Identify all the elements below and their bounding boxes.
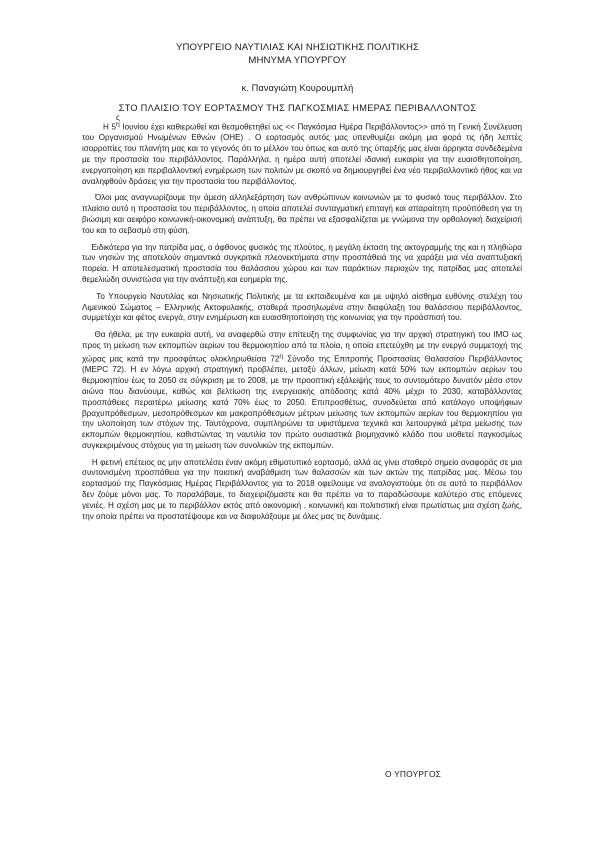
paragraph-2: Όλοι μας αναγνωρίζουμε την άμεση αλληλεξάρτηση των ανθρώπινων κοινωνιών με το φυσικό τους περιβάλλον. Στο πλαίσιο αυτό η προστασία του περιβάλλοντος, η οποία αποτελεί συνταγματική επιταγή και απαραίτητη προϋπόθεση για τη βιώσιμη και αειφόρο κοινωνική-οικονομική ανάπτυξη, θα πρέπει να εξασφαλίζεται με γνώμονα την ορθολογική διαχείρισή του και το σεβασμό στη φύση. [82,193,523,235]
paragraph-4: Το Υπουργείο Ναυτιλίας και Νησιωτικής Πολιτικής με τα εκπαιδευμένα και με υψηλό αίσθημα ευθύνης στελέχη του Λιμενικού Σώματος – Ελληνικής Ακτοφυλακής, σταθερά προσηλωμένα στην διαφύλαξη του θαλάσσιου περιβάλλοντος, συμμετέχει και φέτος ενεργά, στην ενημέρωση και ευαισθητοποίηση της κοινωνίας για την προάσπισή του. [82,291,523,323]
paragraph-6: Η φετινή επέτειος ας μην αποτελέσει έναν ακόμη εθιμοτυπικό εορτασμό, αλλά ας γίνει σταθερό σημείο αναφοράς σε μια συντονισμένη προσπάθεια για την ποιοτική αναβάθμιση των θαλασσών και των ακτών της πατρίδας μας. Μέσω του εορτασμού της Παγκόσμιας Ημέρας Περιβάλλοντος για το 2018 οφείλουμε να αναλογιστούμε ότι σε αυτό το περιβάλλον δεν ζούμε μόνοι μας. Το παραλάβαμε, το διαχειριζόμαστε και θα πρέπει να το παραδώσουμε καλύτερο στις επόμενες γενιές. Η σχέση μας με το περιβάλλον εκτός από οικονομική , κοινωνική και πολιτιστική είναι πρωτίστως μια σχέση ζωής, την οποία πρέπει να προστατέψουμε και να διαφυλάξουμε με όλες μας τις δυνάμεις. [82,457,523,521]
paragraph-1: Η $5^\eta$ Ιουνίου έχει καθιερωθεί και θεσμοθετηθεί ως << Παγκόσμια Ημέρα Περιβάλλοντος>> από τη Γενική Συνέλευση του Οργανισμού Ηνωμένων Εθνών (ΟΗΕ) . Ο εορτασμός αυτός μας υπενθυμίζει ακόμη μια φορά τις ήδη λεπτές ισορροπίες του πλανήτη μας και το γεγονός ότι το μέλλον του όπως και αυτό της ύπαρξής μας είναι άρρηκτα συνδεδεμένα με την προστασία του περιβάλλοντος. Παράλληλα, η ημέρα αυτή αποτελεί ιδανική ευκαιρία για την ευαισθητοποίηση, ενεργοποίηση και περιβαλλοντική ενημέρωση των πολιτών με σκοπό να δημιουργηθεί ένα νέο περιβαλλοντικό ήθος και να αναληφθούν δράσεις για την προστασία του περιβάλλοντος. [82,121,522,186]
message-body [82,120,522,522]
ministry-title: ΥΠΟΥΡΓΕΙΟ ΝΑΥΤΙΛΙΑΣ ΚΑΙ ΝΗΣΙΩΤΙΚΗΣ ΠΟΛΙΤΙΚΗΣ [175,42,420,53]
subject-line: ΣΤΟ ΠΛΑΙΣΙΟ ΤΟΥ ΕΟΡΤΑΣΜΟΥ ΤΗΣ ΠΑΓΚΟΣΜΙΑΣ ΗΜΕΡΑΣ ΠΕΡΙΒΑΛΛΟΝΤΟΣ [118,103,477,113]
message-title: ΜΗΝΥΜΑ ΥΠΟΥΡΓΟΥ [248,55,347,66]
paragraph-5: Θα ήθελα, με την ευκαιρία αυτή, να αναφερθώ στην επίτευξη της συμφωνίας για την αρχική στρατηγική του ΙΜΟ ως προς τη μείωση των εκπομπών αερίων του θερμοκηπίου από τα πλοία, η οποία επετεύχθη με την ενεργό συμμετοχή της χώρας μας κατά την προσφάτως ολοκληρωθείσα $72^\eta$ Σύνοδο της Επιτροπής Προστασίας Θαλασσίου Περιβάλλοντος (MEPC 72). Η εν λόγω αρχική στρατηγική προβλέπει, μεταξύ άλλων, μείωση κατά 50% των εκπομπών αερίων του θερμοκηπίου έως το 2050 σε σύγκριση με το 2008, με την προοπτική εξάλειψής τους το συντομότερο δυνατόν μέσα στον αιώνα που διανύουμε, καθώς και βελτίωση της ενεργειακής απόδοσης κατά 40% μέχρι το 2030, καταβάλλοντας προσπάθειες περαιτέρω μείωσης κατά 70% έως το 2050. Επιπροσθέτως, συνοδεύεται από κατάλογο υποψήφιων βραχυπρόθεσμων, μεσοπρόθεσμων και μακροπρόθεσμων μέτρων μείωσης των εκπομπών αερίων του θερμοκηπίου για την υλοποίηση των στόχων της. Ταυτόχρονα, συμπληρώνει τα υφιστάμενα τεχνικά και λειτουργικά μέτρα μείωσης των εκπομπών θερμοκηπίου, καθιστώντας τη ναυτιλία τον πρώτο ουσιαστικά βιομηχανικό κλάδο που υιοθετεί παγκοσμίως συγκεκριμένους στόχους για τη μείωση των συνολικών της εκπομπών. [82,330,523,450]
handwritten-mark: ς [116,113,120,122]
paragraph-3: Ειδικότερα για την πατρίδα μας, ο άφθονος φυσικός της πλούτος, η μεγάλη έκταση της ακτογραμμής της και η πληθώρα των νησιών της αποτελούν σημαντικά συγκριτικά πλεονεκτήματα στην προσπάθειά της να χαράξει μια νέα αναπτυξιακή πορεία. Η αποτελεσματική προστασία του θαλάσσιου χώρου και των παράκτιων περιοχών της πατρίδας μας αποτελεί θεμελιώδη συνιστώσα για την ανάπτυξη και ευημερία της. [82,242,522,285]
signature-line: Ο ΥΠΟΥΡΓΟΣ [385,769,442,779]
addressee-line: κ. Παναγιώτη Κουρουμπλή [241,83,354,93]
